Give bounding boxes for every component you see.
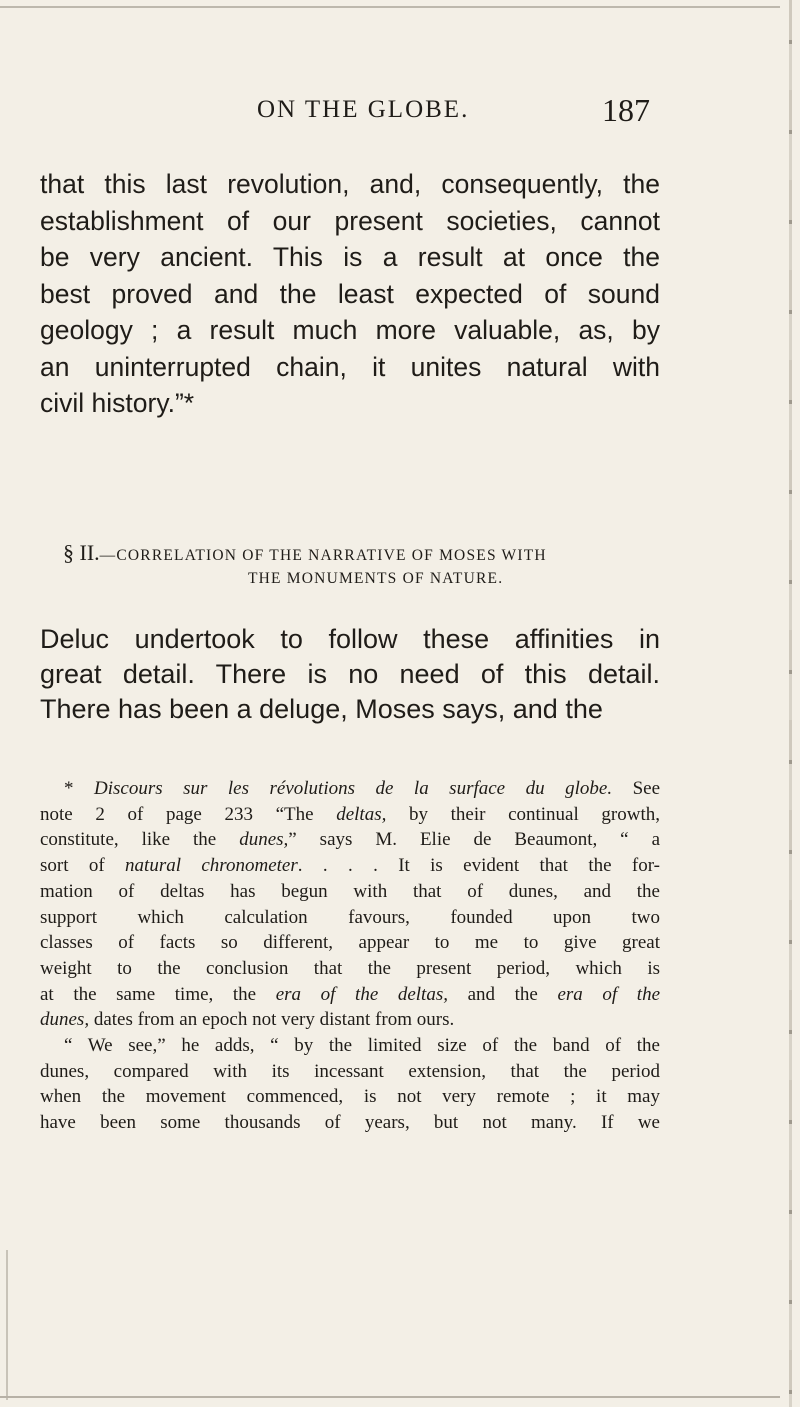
section-number: § II. (63, 540, 100, 565)
footnote-text: sort of (40, 855, 126, 877)
footnote-line (40, 827, 660, 853)
footnote-italic: dunes, (239, 829, 289, 851)
footnote-line: when the movement commenced, is not very remote ; it may (40, 1086, 660, 1108)
footnote-line: mation of deltas has begun with that of dunes, and the (40, 880, 660, 902)
footnote-line (40, 1007, 660, 1033)
footnote-marker: * (64, 778, 94, 799)
footnote-line: classes of facts so different, appear to me to give great (40, 932, 660, 954)
footnote-text: ” says M. Elie de Beaumont, “ a (288, 829, 661, 851)
page-edge-bottom (0, 1396, 780, 1398)
footnote-text: note 2 of page 233 “The (40, 803, 337, 825)
text-line: be very ancient. This is a result at once the (40, 242, 660, 272)
text-line: an uninterrupted chain, it unites natural with (40, 351, 660, 382)
footnote-work-title: Discours sur les révolutions de la surface du globe. (94, 778, 613, 799)
text-line: great detail. There is no need of this detail. (40, 659, 660, 689)
page-edge-top (0, 6, 780, 8)
page-edge-left (6, 1250, 8, 1400)
text-line: civil history.”* (40, 388, 195, 418)
section-title-part-2: THE MONUMENTS OF NATURE. (248, 570, 504, 587)
running-head (0, 92, 800, 136)
footnote-text: . . . . It is evident that the for- (297, 855, 660, 877)
footnote-line: “ We see,” he adds, “ by the limited size of the band of the (64, 1035, 660, 1057)
footnote-line: support which calculation favours, founded upon two (40, 906, 660, 928)
text-line: establishment of our present societies, cannot (40, 205, 660, 236)
page-number: 187 (602, 92, 650, 128)
footnote-text: dates from an epoch not very distant from ours. (89, 1009, 455, 1031)
footnote-line: dunes, compared with its incessant extension, that the period (40, 1060, 660, 1082)
footnote-italic: natural chronometer (125, 855, 298, 877)
footnote-text: See (612, 778, 661, 799)
text-line: Deluc undertook to follow these affinities in (40, 624, 660, 654)
text-line: best proved and the least expected of sound (40, 278, 660, 309)
footnote-text: constitute, like the (40, 829, 240, 851)
main-paragraph (40, 166, 660, 422)
section-heading-line-1 (63, 540, 547, 569)
footnote (40, 776, 660, 1136)
section-title-part-1: —CORRELATION OF THE NARRATIVE OF MOSES WITH (99, 547, 547, 564)
footnote-italic: era of the deltas, (275, 983, 448, 1005)
footnote-line: have been some thousands of years, but not many. If we (40, 1112, 660, 1134)
footnote-line (40, 776, 660, 802)
text-line: that this last revolution, and, consequently, the (40, 169, 660, 199)
running-title: ON THE GLOBE. (257, 96, 470, 123)
text-line: geology ; a result much more valuable, as, by (40, 315, 660, 345)
footnote-italic: dunes, (40, 1009, 90, 1031)
footnote-line: weight to the conclusion that the present period, which is (40, 957, 660, 979)
page-edge-right (789, 0, 792, 1407)
footnote-text: and the (448, 983, 558, 1005)
footnote-italic: era of the (557, 983, 660, 1005)
footnote-line (40, 853, 660, 879)
footnote-line (40, 802, 660, 828)
deluc-paragraph (40, 622, 660, 727)
footnote-text: by their continual growth, (386, 803, 660, 825)
text-line: There has been a deluge, Moses says, and the (40, 694, 603, 724)
footnote-italic: deltas, (336, 803, 387, 825)
footnote-text: at the same time, the (40, 983, 276, 1005)
footnote-line (40, 982, 660, 1008)
